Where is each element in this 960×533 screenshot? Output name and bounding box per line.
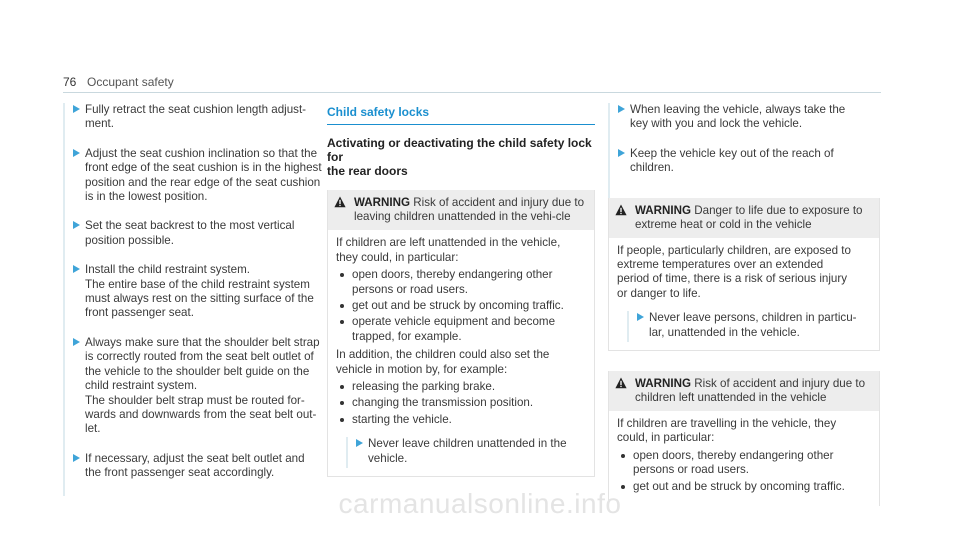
bullet-icon [340,385,344,389]
warning-text: Risk of accident and injury due to children left unattended in the vehicle [635,377,866,405]
column-3 [608,103,880,520]
warning-header [609,198,879,238]
warning-text: Risk of accident and injury due to leaving children unattended in the vehi-cle [354,196,585,224]
list-item [617,480,871,494]
bullet-icon [340,320,344,324]
bullet-icon [621,485,625,489]
warning-box [608,198,880,351]
warning-triangle-icon [615,204,627,216]
warning-body [328,230,594,476]
arrow-right-icon [356,439,363,447]
warning-paragraph: If children are left unattended in the vehicle, they could, in particular: [336,236,561,264]
list-item-text: open doors, thereby endangering other persons or road users. [352,268,553,296]
step-text: Never leave children unattended in the vehicle. [368,437,567,465]
sub-title: Activating or deactivating the child safety lock for the rear doors [327,136,592,179]
page-header [63,73,881,93]
step-text: Always make sure that the shoulder belt strap is correctly routed from the seat belt outlet of the vehicle to the shoulder belt guide on the child restraint system. The shoulder belt strap must be routed for- wards and downwards from the seat belt out- let. [85,335,320,436]
arrow-right-icon [73,338,80,346]
bullet-icon [340,273,344,277]
step-item [608,147,880,198]
list-item [336,315,586,344]
step-text: Adjust the seat cushion inclination so that the front edge of the seat cushion is in the highest position and the rear edge of the seat cushion is in the lowest position. [85,146,322,204]
step-text: If necessary, adjust the seat belt outlet and the front passenger seat accordingly. [85,451,305,480]
bullet-icon [340,418,344,422]
warning-box [327,190,595,477]
column-1 [63,103,325,496]
arrow-right-icon [73,454,80,462]
step-item [627,311,871,342]
list-item-text: changing the transmission position. [352,396,534,410]
list-item [617,449,871,478]
watermark: carmanualsonline.info [338,488,622,519]
step-item [63,452,325,496]
warning-body [609,411,879,506]
warning-header [609,371,879,411]
list-item-text: get out and be struck by oncoming traffic. [352,299,564,313]
arrow-right-icon [73,105,80,113]
step-item [608,103,880,147]
arrow-right-icon [618,149,625,157]
list-item-text: starting the vehicle. [352,412,452,426]
step-item [63,336,325,452]
bullet-icon [340,401,344,405]
bullet-list [336,380,586,427]
bullet-icon [340,304,344,308]
step-item [63,103,325,147]
list-item-text: get out and be struck by oncoming traffic. [633,479,845,493]
page-section-title: Occupant safety [87,75,174,89]
list-item [336,299,586,313]
step-text: Set the seat backrest to the most vertical position possible. [85,219,295,247]
bullet-icon [621,454,625,458]
warning-triangle-icon [334,196,346,208]
arrow-right-icon [73,221,80,229]
warning-label: WARNING [635,377,692,391]
step-text: Fully retract the seat cushion length adjust- ment. [85,103,307,131]
warning-label: WARNING [635,203,692,217]
arrow-right-icon [73,265,80,273]
step-item [346,437,586,468]
arrow-right-icon [637,313,644,321]
step-text: Install the child restraint system. The entire base of the child restraint system must always rest on the sitting surface of the front passenger seat. [85,263,314,320]
bullet-list [617,449,871,494]
warning-paragraph: If children are travelling in the vehicle, they could, in particular: [617,417,837,445]
step-item [63,263,325,336]
step-text: Keep the vehicle key out of the reach of children. [630,146,834,175]
warning-body [609,238,879,350]
bullet-list [336,268,586,344]
warning-header [328,190,594,230]
warning-label: WARNING [354,196,411,210]
warning-text: Danger to life due to exposure to extreme heat or cold in the vehicle [635,203,863,231]
warning-box [608,371,880,506]
warning-triangle-icon [615,377,627,389]
arrow-right-icon [618,105,625,113]
column-2 [327,103,595,491]
step-item [63,147,325,220]
list-item [336,396,586,410]
list-item-text: releasing the parking brake. [352,380,496,394]
list-item [336,268,586,297]
list-item-text: open doors, thereby endangering other persons or road users. [633,448,834,477]
warning-paragraph: In addition, the children could also set the vehicle in motion by, for example: [336,348,550,376]
page-number: 76 [63,75,77,89]
list-item [336,413,586,427]
section-title: Child safety locks [327,103,595,125]
step-item [63,219,325,263]
list-item [336,380,586,394]
list-item-text: operate vehicle equipment and become trapped, for example. [352,315,556,343]
step-text: When leaving the vehicle, always take the key with you and lock the vehicle. [630,103,846,131]
step-text: Never leave persons, children in particu- lar, unattended in the vehicle. [649,311,857,339]
warning-paragraph: If people, particularly children, are exposed to extreme temperatures over an extended period of time, there is a risk of serious injury or danger to life. [617,243,851,300]
arrow-right-icon [73,149,80,157]
